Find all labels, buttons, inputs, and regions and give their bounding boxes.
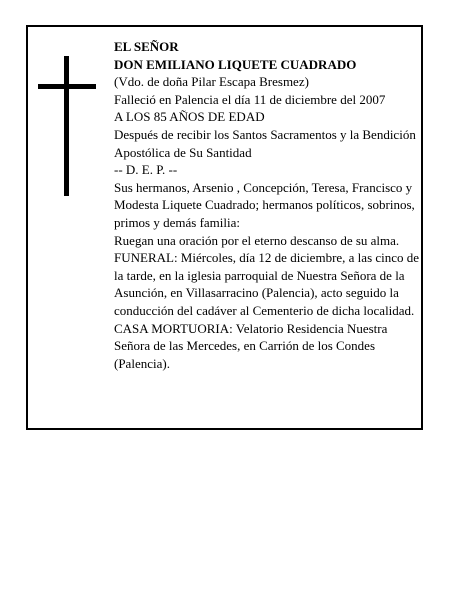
rip-line: -- D. E. P. -- xyxy=(114,162,178,178)
age-line: A LOS 85 AÑOS DE EDAD xyxy=(114,109,265,125)
heading-title: EL SEÑOR xyxy=(114,39,179,54)
cross-icon-horizontal-bar xyxy=(38,84,96,89)
prayer-paragraph: Ruegan una oración por el eterno descanso de su alma. xyxy=(114,232,400,248)
widower-line: (Vdo. de doña Pilar Escapa Bresmez) xyxy=(114,74,309,90)
deceased-name: DON EMILIANO LIQUETE CUADRADO xyxy=(114,56,357,72)
mortuary-paragraph: CASA MORTUORIA: Velatorio Residencia Nuestra Señora de las Mercedes, en Carrión de los Condes (Palencia). xyxy=(114,320,388,371)
cross-icon-vertical-bar xyxy=(64,56,69,196)
funeral-paragraph: FUNERAL: Miércoles, día 12 de diciembre, a las cinco de la tarde, en la iglesia parroquial de Nuestra Señora de la Asunción, en Villasarracino (Palencia), acto seguido la conducción del cadáver al Cementerio de dicha localidad. xyxy=(114,250,420,318)
family-paragraph: Sus hermanos, Arsenio , Concepción, Teresa, Francisco y Modesta Liquete Cuadrado; hermanos políticos, sobrinos, primos y demás familia: xyxy=(114,179,415,230)
obituary-text-block xyxy=(114,38,420,372)
sacraments-paragraph: Después de recibir los Santos Sacramentos y la Bendición Apostólica de Su Santidad xyxy=(114,126,416,160)
death-date-line: Falleció en Palencia el día 11 de diciembre del 2007 xyxy=(114,91,386,107)
